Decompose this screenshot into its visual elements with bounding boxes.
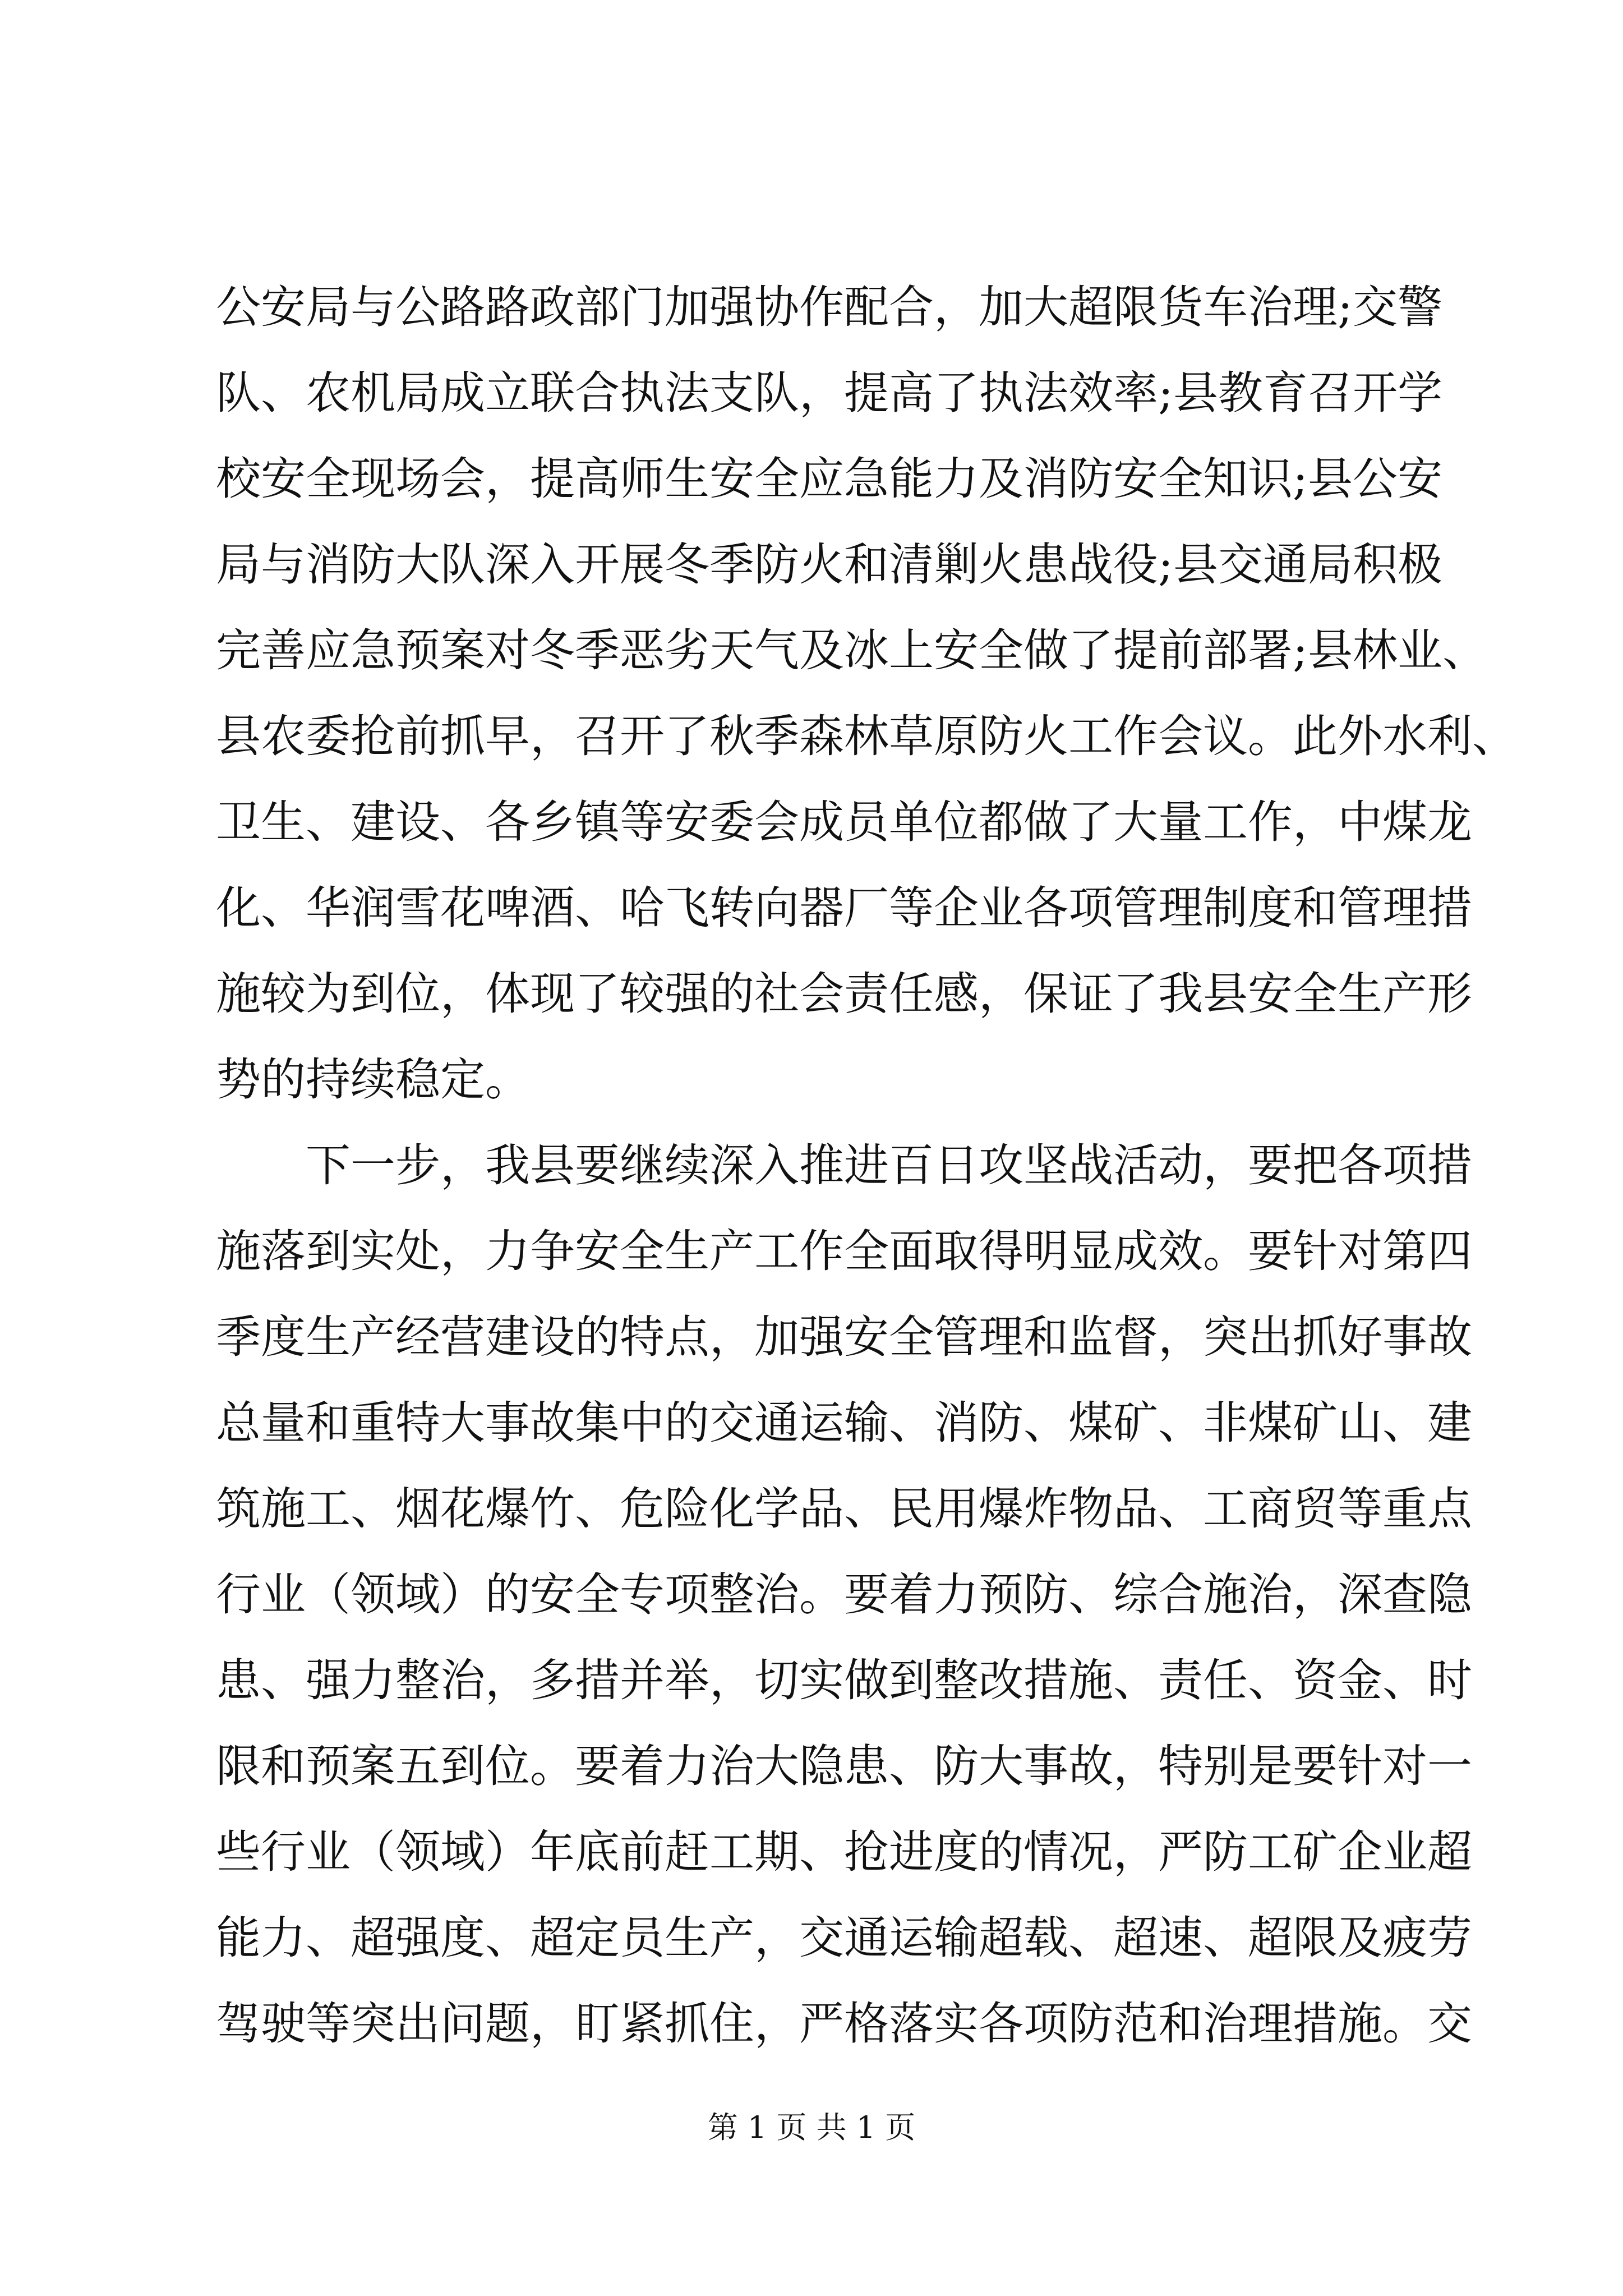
text-line: 队、农机局成立联合执法支队，提高了执法效率;县教育召开学: [216, 367, 1442, 419]
text-line: 卫生、建设、各乡镇等安委会成员单位都做了大量工作，中煤龙: [216, 796, 1472, 848]
text-line: 筑施工、烟花爆竹、危险化学品、民用爆炸物品、工商贸等重点: [216, 1483, 1472, 1535]
paragraph-first-line: 下一步，我县要继续深入推进百日攻坚战活动，要把各项措: [306, 1139, 1472, 1191]
text-line: 些行业（领域）年底前赶工期、抢进度的情况，严防工矿企业超: [216, 1826, 1472, 1878]
text-line: 季度生产经营建设的特点，加强安全管理和监督，突出抓好事故: [216, 1311, 1472, 1363]
page-footer: 第 1 页 共 1 页: [707, 2110, 916, 2145]
text-line: 施较为到位，体现了较强的社会责任感，保证了我县安全生产形: [216, 968, 1472, 1020]
text-line: 驾驶等突出问题，盯紧抓住，严格落实各项防范和治理措施。交: [216, 1998, 1472, 2050]
text-line: 限和预案五到位。要着力治大隐患、防大事故，特别是要针对一: [216, 1740, 1472, 1792]
text-line: 行业（领域）的安全专项整治。要着力预防、综合施治，深查隐: [216, 1568, 1472, 1621]
text-line: 能力、超强度、超定员生产，交通运输超载、超速、超限及疲劳: [216, 1912, 1472, 1964]
text-line: 校安全现场会，提高师生安全应急能力及消防安全知识;县公安: [216, 453, 1442, 505]
text-line: 患、强力整治，多措并举，切实做到整改措施、责任、资金、时: [216, 1654, 1472, 1706]
text-line: 公安局与公路路政部门加强协作配合，加大超限货车治理;交警: [216, 281, 1442, 333]
text-line: 势的持续稳定。: [216, 1053, 530, 1106]
text-line: 化、华润雪花啤酒、哈飞转向器厂等企业各项管理制度和管理措: [216, 882, 1472, 934]
text-line: 县农委抢前抓早，召开了秋季森林草原防火工作会议。此外水利、: [216, 710, 1517, 762]
text-line: 局与消防大队深入开展冬季防火和清剿火患战役;县交通局积极: [216, 539, 1442, 591]
text-line: 总量和重特大事故集中的交通运输、消防、煤矿、非煤矿山、建: [216, 1397, 1472, 1449]
text-line: 施落到实处，力争安全生产工作全面取得明显成效。要针对第四: [216, 1225, 1472, 1277]
text-line: 完善应急预案对冬季恶劣天气及冰上安全做了提前部署;县林业、: [216, 624, 1487, 677]
